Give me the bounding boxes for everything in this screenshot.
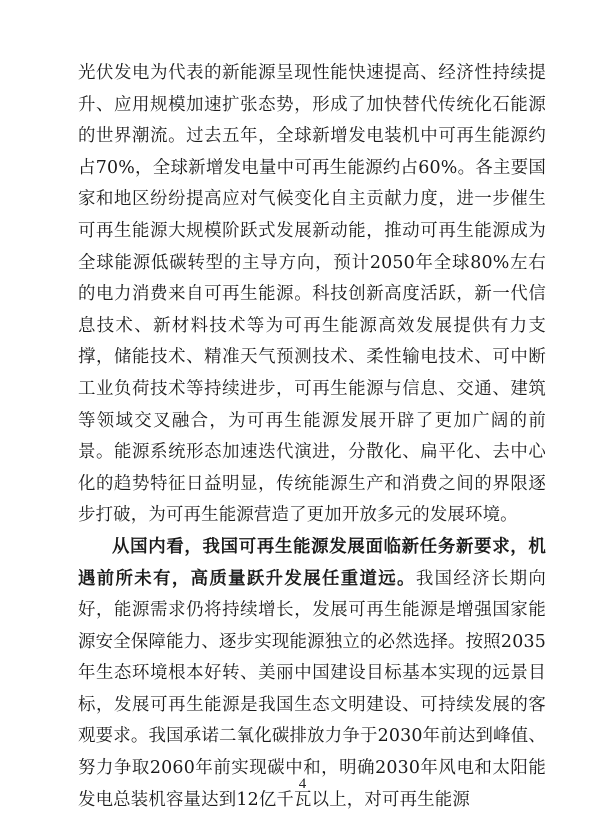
paragraph-global-trends [78, 58, 546, 532]
paragraph-lead-sentence: 从国内看，我国可再生能源发展面临新任务新要求，机遇前所未有，高质量跃升发展任重道远。 [78, 536, 546, 589]
paragraph-text: 光伏发电为代表的新能源呈现性能快速提高、经济性持续提升、应用规模加速扩张态势，形成了加快替代传统化石能源的世界潮流。过去五年，全球新增发电装机中可再生能源约占70%，全球新增发电量中可再生能源约占60%。各主要国家和地区纷纷提高应对气候变化自主贡献力度，进一步催生可再生能源大规模阶跃式发展新动能，推动可再生能源成为全球能源低碳转型的主导方向，预计2050年全球80%左右的电力消费来自可再生能源。科技创新高度活跃，新一代信息技术、新材料技术等为可再生能源高效发展提供有力支撑，储能技术、精准天气预测技术、柔性输电技术、可中断工业负荷技术等持续进步，可再生能源与信息、交通、建筑等领域交叉融合，为可再生能源发展开辟了更加广阔的前景。能源系统形态加速迭代演进，分散化、扁平化、去中心化的趋势特征日益明显，传统能源生产和消费之间的界限逐步打破，为可再生能源营造了更加开放多元的发展环境。 [78, 63, 546, 526]
paragraph-domestic-outlook [78, 532, 546, 816]
page-number: 4 [298, 776, 307, 792]
body-text [78, 58, 546, 816]
paragraph-text: 我国经济长期向好，能源需求仍将持续增长，发展可再生能源是增强国家能源安全保障能力、逐步实现能源独立的必然选择。按照2035年生态环境根本好转、美丽中国建设目标基本实现的远景目标，发展可再生能源是我国生态文明建设、可持续发展的客观要求。我国承诺二氧化碳排放力争于2030年前达到峰值、努力争取2060年前实现碳中和，明确2030年风电和太阳能发电总装机容量达到12亿千瓦以上，对可再生能源 [78, 568, 547, 810]
